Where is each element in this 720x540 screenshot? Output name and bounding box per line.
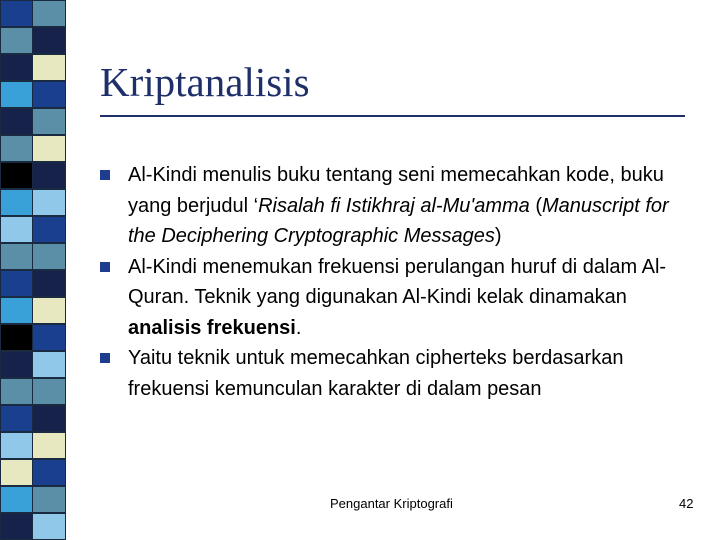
bullet-text-segment: Risalah fi Istikhraj al-Mu'amma (258, 194, 530, 217)
decorative-tile-strip (0, 0, 66, 540)
decorative-tile (0, 351, 33, 378)
decorative-tile (32, 216, 66, 243)
bullet-text-segment: Manuscript for the Deciphering Cryptographic Messages (128, 194, 669, 247)
decorative-tile (32, 486, 66, 513)
decorative-tile (0, 405, 33, 432)
decorative-tile (32, 0, 66, 27)
bullet-list (100, 160, 700, 404)
decorative-tile (0, 459, 33, 486)
bullet-item (100, 252, 700, 344)
page-number: 42 (679, 496, 694, 511)
decorative-tile (32, 432, 66, 459)
decorative-tile (0, 486, 33, 513)
decorative-tile (32, 513, 66, 540)
decorative-tile (32, 81, 66, 108)
bullet-text-segment: . (295, 316, 302, 339)
decorative-tile (0, 270, 33, 297)
decorative-tile (0, 0, 33, 27)
decorative-tile (32, 351, 66, 378)
bullet-item (100, 343, 700, 404)
bullet-square-icon (100, 353, 110, 363)
decorative-tile (0, 297, 33, 324)
decorative-tile (0, 378, 33, 405)
bullet-text-segment: analisis frekuensi (128, 316, 296, 339)
decorative-tile (0, 162, 33, 189)
decorative-tile (32, 405, 66, 432)
decorative-tile (0, 27, 33, 54)
bullet-text-segment: Al-Kindi menulis buku tentang seni memecahkan kode, buku yang berjudul ‘ (128, 164, 664, 217)
bullet-text-segment: Yaitu teknik untuk memecahkan cipherteks berdasarkan frekuensi kemunculan karakter di dalam pesan (128, 347, 624, 400)
bullet-square-icon (100, 262, 110, 272)
decorative-tile (0, 108, 33, 135)
decorative-tile (32, 459, 66, 486)
decorative-tile (0, 513, 33, 540)
bullet-text-segment: Al-Kindi menemukan frekuensi perulangan huruf di dalam Al-Quran. Teknik yang digunakan Al-Kindi kelak dinamakan (128, 255, 667, 308)
decorative-tile (0, 81, 33, 108)
decorative-tile (32, 378, 66, 405)
decorative-tile (0, 432, 33, 459)
bullet-text-segment: ) (494, 225, 502, 247)
decorative-tile (32, 135, 66, 162)
bullet-text-segment: ( (529, 194, 542, 217)
bullet-square-icon (100, 170, 110, 180)
decorative-tile (0, 216, 33, 243)
decorative-tile (32, 189, 66, 216)
decorative-tile (0, 324, 33, 351)
title-underline (100, 115, 685, 117)
bullet-item (100, 160, 700, 252)
decorative-tile (0, 54, 33, 81)
decorative-tile (0, 189, 33, 216)
decorative-tile (32, 54, 66, 81)
decorative-tile (0, 135, 33, 162)
decorative-tile (0, 243, 33, 270)
decorative-tile (32, 324, 66, 351)
slide-title: Kriptanalisis (100, 59, 310, 105)
decorative-tile (32, 27, 66, 54)
decorative-tile (32, 108, 66, 135)
footer-text: Pengantar Kriptografi (330, 496, 453, 511)
decorative-tile (32, 297, 66, 324)
decorative-tile (32, 243, 66, 270)
decorative-tile (32, 162, 66, 189)
decorative-tile (32, 270, 66, 297)
